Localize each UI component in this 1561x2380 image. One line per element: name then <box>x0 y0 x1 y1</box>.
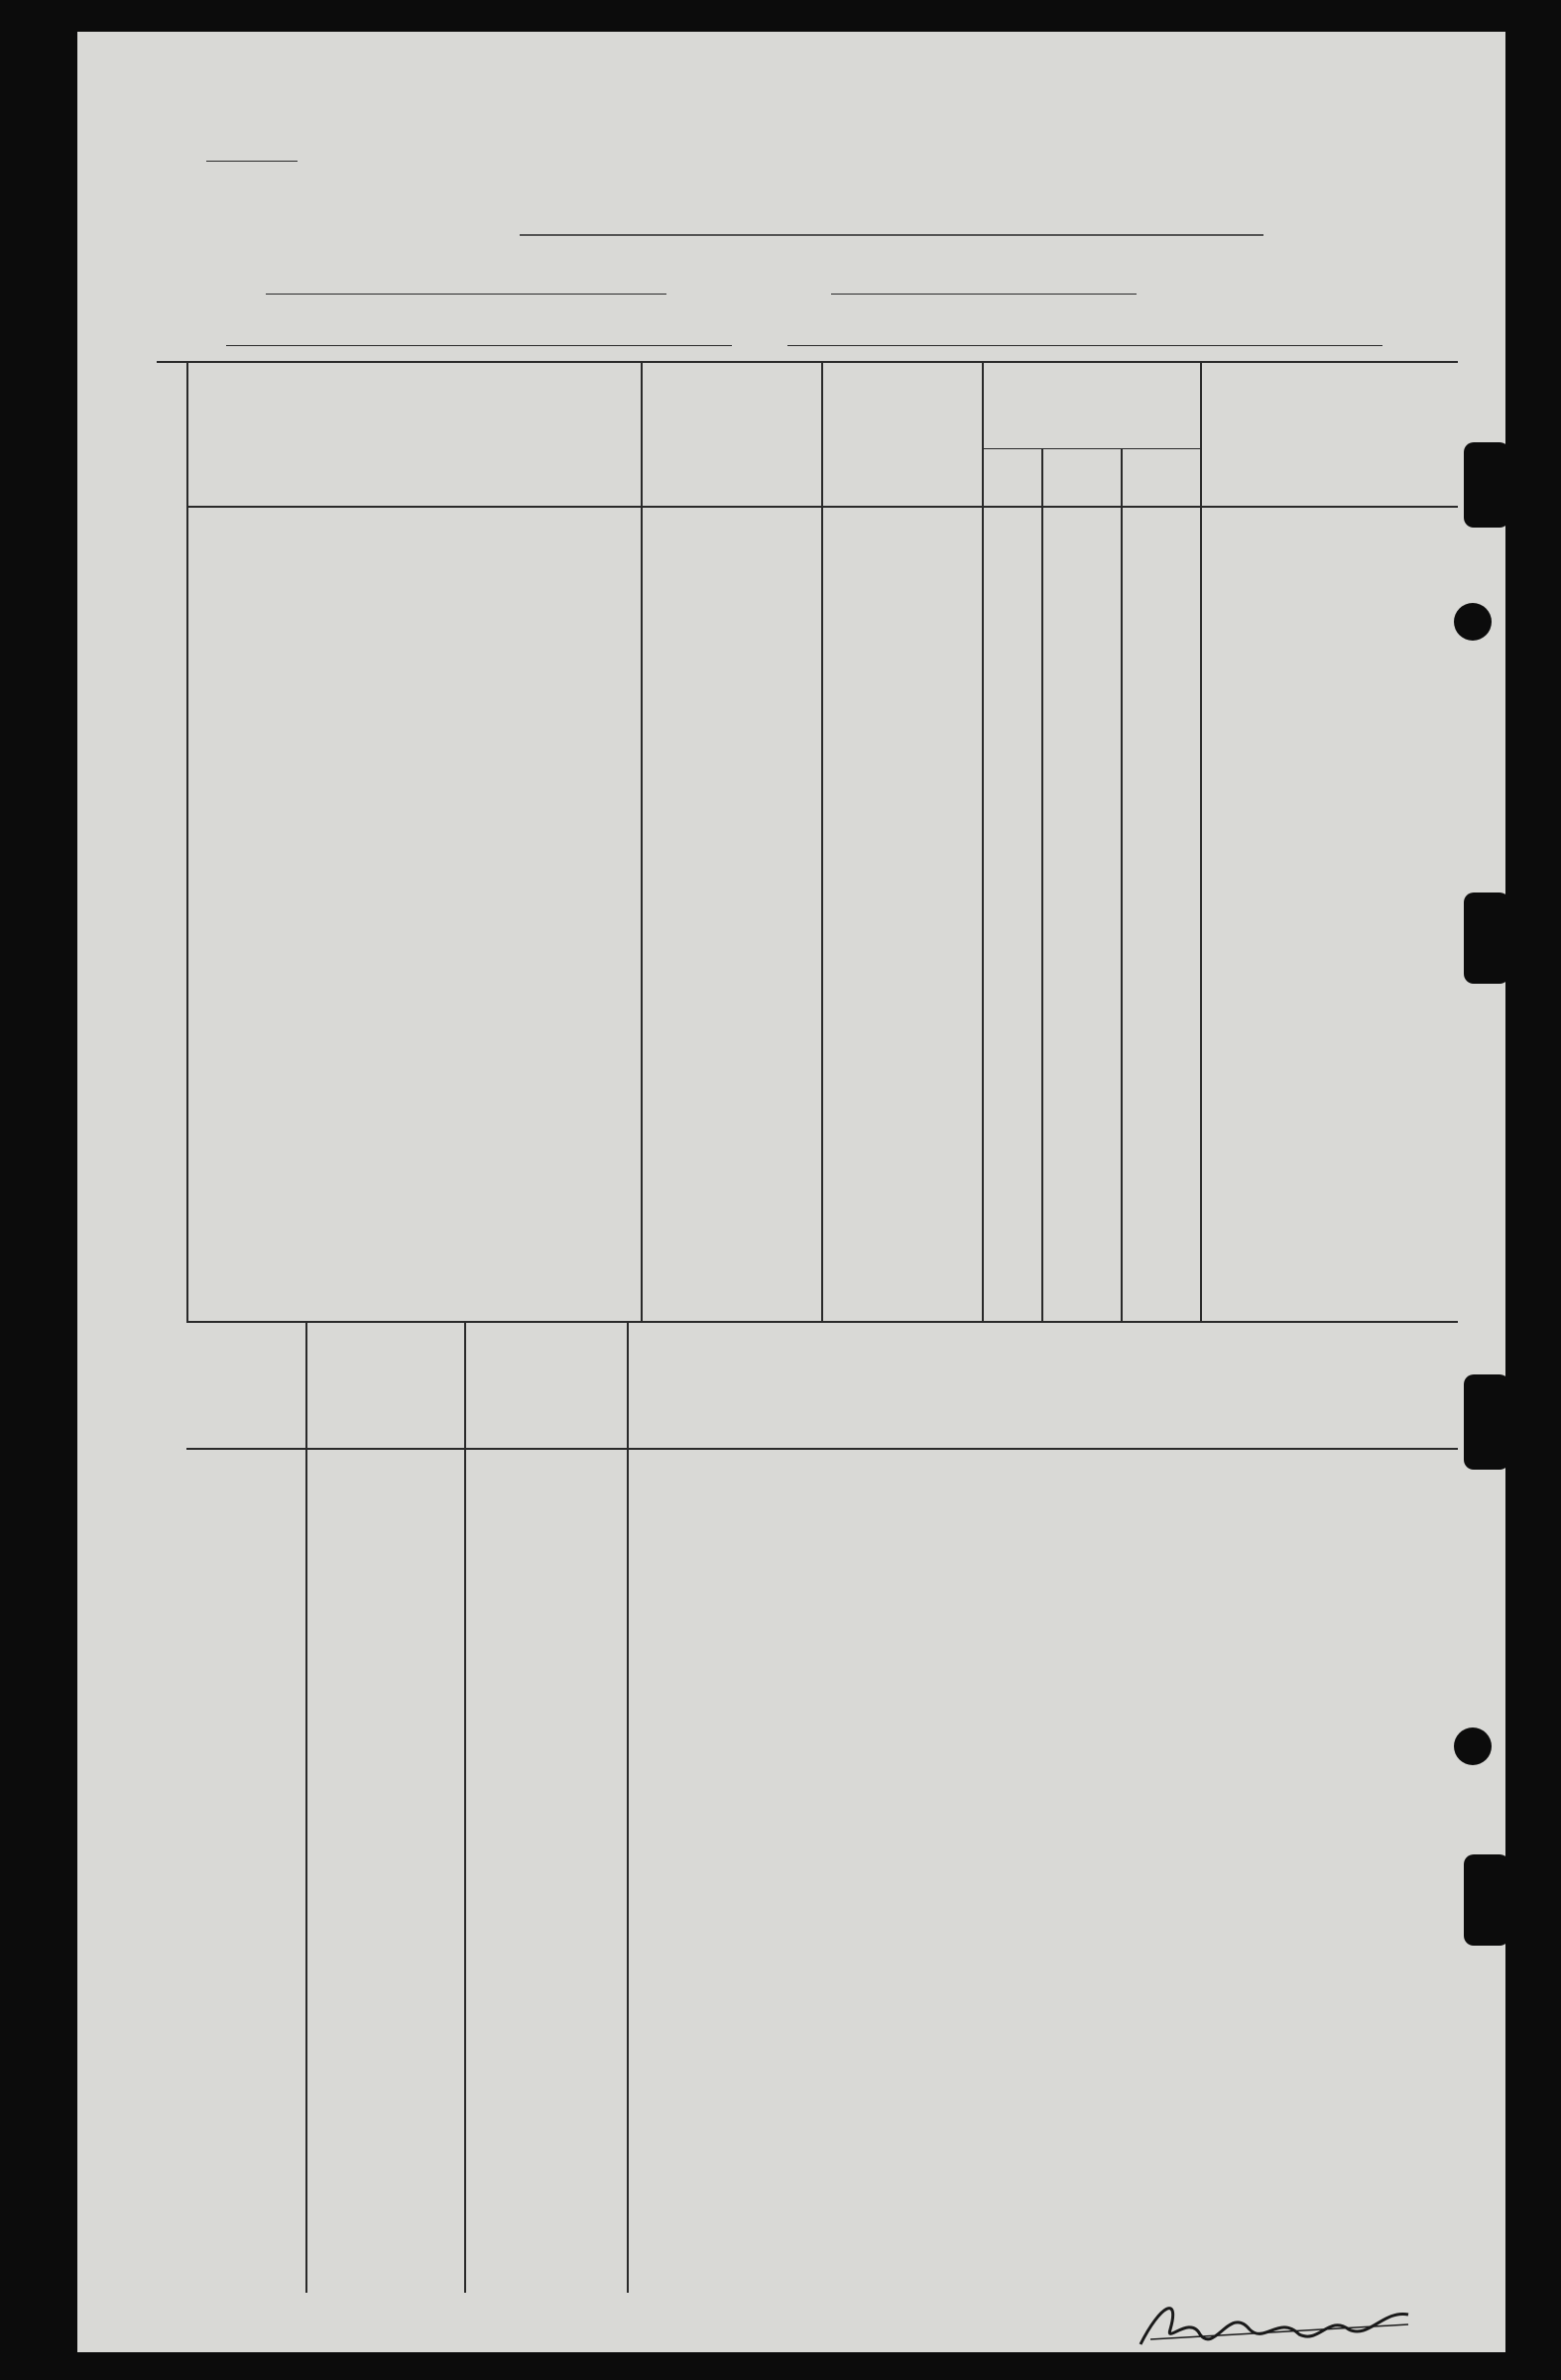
signature-mark <box>1131 2285 1428 2364</box>
report-sheet <box>77 32 1505 2352</box>
